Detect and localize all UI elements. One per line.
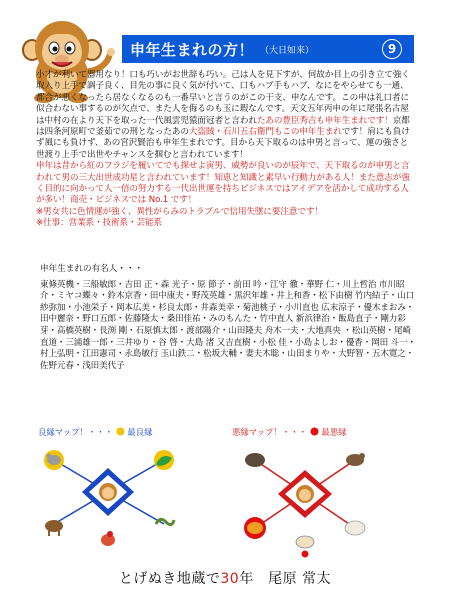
page-title: 申年生まれの方！ [130,40,255,59]
footer-prefix: とげぬき地蔵で [118,571,221,587]
boar-icon [245,453,265,467]
famous-people-label: 申年生まれの有名人・・・ [40,264,144,274]
text-segment: です！肩にも負けず風にも負けず、あの宮沢賢治も申年生まれです。目から天下取るのは申男と言って、運の強さと世渡り上手で出世やチャンスを掴むと言われています！ [36,127,410,160]
good-map-legend: 最良縁 [127,427,153,437]
sheep-icon [345,521,365,535]
description-paragraph [36,70,416,161]
good-relationship-map [26,438,191,553]
text-segment: 京都は四条河原町で釜茹での刑となったあの [36,115,410,138]
page-number-badge: 9 [382,39,402,59]
tiger-icon [247,522,263,534]
bad-map-title [232,426,347,438]
horse-icon [45,520,63,536]
rooster-icon [101,531,115,546]
footer-years: 30 [220,571,240,587]
yellow-dot-icon [116,427,125,436]
title-bar [122,35,414,63]
description-text [36,70,416,230]
bad-map-label: 悪縁マップ！・・・ [232,427,308,437]
highlight-paragraph: 申年は昔から紅のフラジを履いてでも探せよ寅男、威勢が良いのが辰年で、天下取るのが申男と言われて男の三大出世成功星と言われています！知恵と知識と素早い行動力がある人！また意志が強く目的に向かって人一倍の努力する一代出世運を持ちビジネスではアイデアを活かして成功する人が多い！商売・ビジネスでは No.1 です！ [36,161,410,206]
dog-icon [346,453,365,466]
good-map-label: 良縁マップ！・・・ [38,427,114,437]
page-subtitle: （大日如来） [260,45,315,56]
ox-icon [296,536,314,548]
famous-people-section [40,264,418,372]
footer-credit [0,568,450,588]
warning-note: ※男女共に色情運が強く、異性がらみのトラブルで信用失墜に要注意です！ [36,206,323,217]
monkey-icon [99,483,117,501]
monkey-icon [296,485,314,503]
text-segment: 小才が利いて器用なり！口も巧いがお世辞も巧い。己は人を見下すが、何故か目上の引き立て強く取入り上手で調子良く、目先の事に良く気が付いて、口もハブ手もハブ、なにをやらせても一通、都合が悪くなったら居なくなるのも一番早いと言うのがこの干支、申なんです。この申は礼口者に似合わない事するのが欠点で、また人を侮るのも玉に瑕なんです。天文五年丙申の年に尾張名古屋は中村の在より天下を取った一代風雲児猿面冠者と言われ [36,70,410,126]
bad-map-legend: 最悪縁 [321,427,347,437]
red-dot-icon [310,427,319,436]
footer-suffix: 年 尾原 常太 [239,571,332,587]
good-map-title [38,426,153,438]
snake-icon [156,519,174,524]
highlight-text: 大盗賊・石川五右衛門もこの申年生まれ [188,127,342,138]
bad-relationship-map [220,438,390,558]
famous-people-list: 東條英機・三船敏郎・吉田 正・森 光子・原 節子・前田 吟・江守 徹・華野 仁・川上哲治 市川昭介・ミヤコ蝶々・鈴木京香・田中康夫・野茂英雄・黒沢年雄・井上和香・松下由樹 竹内結子・山口紗弥加・小池栄子・岡本広美・杉良太郎・井森美幸・菊池桃子・小川直也 広末涼子・優木まおみ・田中麗奈・野口五郎・佐藤隆太・桑田佳祐・みのもんた・竹中直人 新浜律治・飯島直子・剛力彩芽・高橋英樹・長渕 剛・石原慎太郎・渡部陽介・山田隆夫 舟木一夫・大地真央 ・松山英樹・尾崎直道・三浦雄一郎・三井ゆり・谷 啓・大島 渚 又吉直樹・小松 佳・小島よしお・優香・岡田 斗一・村上弘明・江田憲司・永島敏行 玉山鉄二・松坂大輔・妻夫木聡・山田まりや・大野智・五木寛之・佐野元春・浅田美代子 [40,279,416,371]
work-note: ※仕事：営業系・技術系・芸能系 [36,218,163,229]
highlight-text: たあの豊臣秀吉も申年生まれです！ [256,115,393,126]
